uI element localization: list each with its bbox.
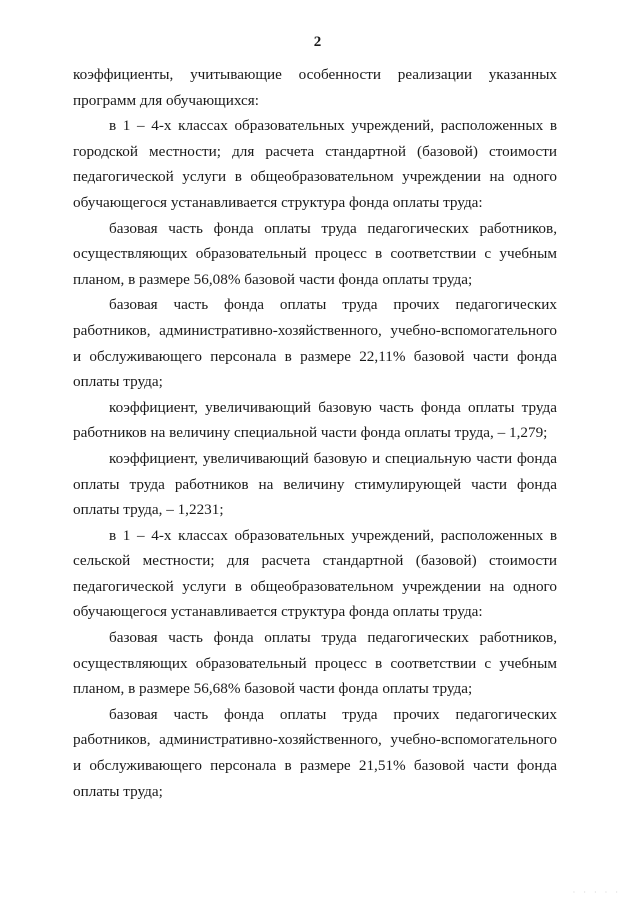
- paragraph-urban-teachers-share: базовая часть фонда оплаты труда педагогических работников, осуществляющих образовательный процесс в соответствии с учебным планом, в размере 56,08% базовой части фонда оплаты труда;: [73, 219, 557, 288]
- page-number: 2: [313, 34, 322, 50]
- paragraph-rural-grades: в 1 – 4-х классах образовательных учреждений, расположенных в сельской местности; для расчета стандартной (базовой) стоимости педагогической услуги в общеобразовательном учреждении на одного обучающегося устанавливается структура фонда оплаты труда:: [73, 526, 557, 621]
- paragraph-incentive-part-coefficient: коэффициент, увеличивающий базовую и специальную части фонда оплаты труда работников на величину стимулирующей части фонда оплаты труда, – 1,2231;: [73, 449, 557, 519]
- document-body: [73, 62, 557, 804]
- paragraph-rural-teachers-share: базовая часть фонда оплаты труда педагогических работников, осуществляющих образовательный процесс в соответствии с учебным планом, в размере 56,68% базовой части фонда оплаты труда;: [73, 629, 557, 698]
- paragraph-urban-grades: в 1 – 4-х классах образовательных учреждений, расположенных в городской местности; для расчета стандартной (базовой) стоимости педагогической услуги в общеобразовательном учреждении на одного обучающегося устанавливается структура фонда оплаты труда:: [73, 117, 557, 211]
- paragraph-urban-other-staff-share: базовая часть фонда оплаты труда прочих педагогических работников, административно-хозяйственного, учебно-вспомогательного и обслуживающего персонала в размере 22,11% базовой части фонда оплаты труда;: [73, 296, 557, 391]
- paragraph-special-part-coefficient: коэффициент, увеличивающий базовую часть фонда оплаты труда работников на величину специальной части фонда оплаты труда, – 1,279;: [73, 398, 557, 442]
- paragraph-intro: коэффициенты, учитывающие особенности реализации указанных программ для обучающихся:: [73, 66, 557, 109]
- scan-artifact: · · · · ·: [572, 888, 621, 897]
- paragraph-rural-other-staff-share: базовая часть фонда оплаты труда прочих педагогических работников, административно-хозяйственного, учебно-вспомогательного и обслуживающего персонала в размере 21,51% базовой части фонда оплаты труда;: [73, 705, 557, 800]
